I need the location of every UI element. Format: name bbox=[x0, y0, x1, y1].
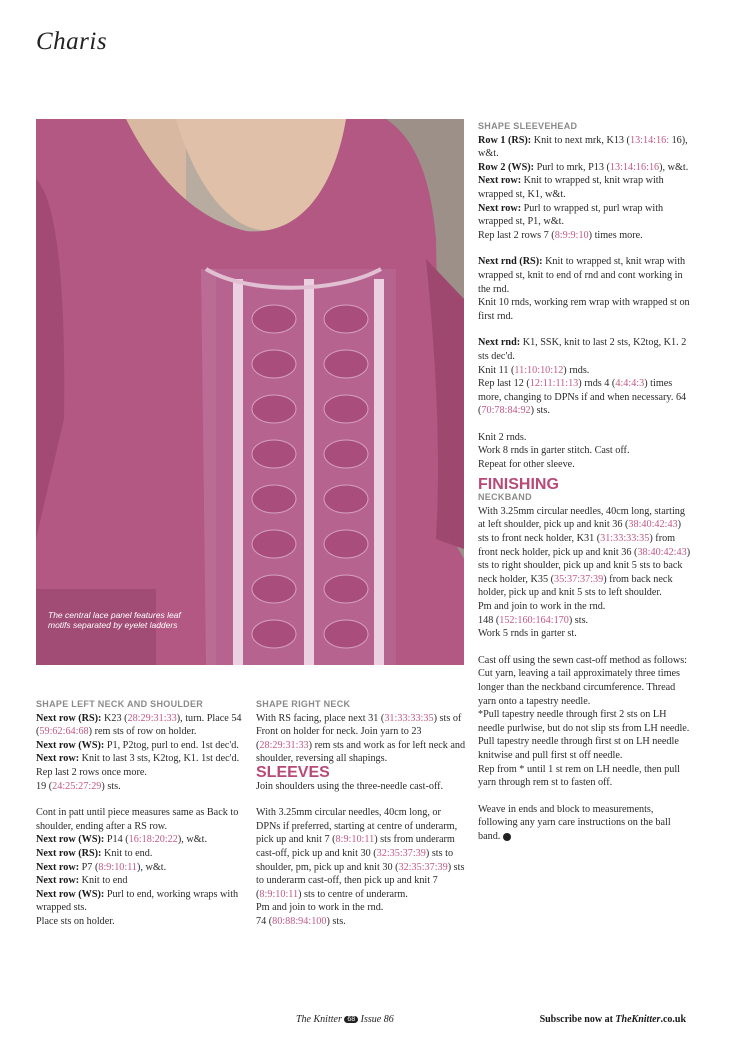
instruction: Next row: P7 (8:9:10:11), w&t. bbox=[36, 861, 167, 873]
instruction: Place sts on holder. bbox=[36, 915, 115, 927]
instruction: Rep last 2 rows once more. bbox=[36, 766, 147, 778]
instruction: Rep last 12 (12:11:11:13) rnds 4 (4:4:4:3) times more, changing to DPNs if and when necessary. 64 (70:78:84:92) sts. bbox=[478, 378, 687, 417]
instruction: Next rnd: K1, SSK, knit to last 2 sts, K2tog, K1. 2 sts dec'd. bbox=[478, 337, 687, 362]
instruction: Next row (RS): K23 (28:29:31:33), turn. Place 54 (59:62:64:68) rem sts of row on holder. bbox=[36, 712, 242, 738]
instruction: Weave in ends and block to measurements, following any yarn care instructions on the ball band. bbox=[478, 803, 671, 842]
instruction: Pm and join to work in the rnd. bbox=[478, 601, 606, 612]
section-heading: SHAPE RIGHT NECK bbox=[256, 699, 351, 709]
sweater-photo bbox=[36, 119, 464, 665]
instruction: 74 (80:88:94:100) sts. bbox=[256, 915, 346, 927]
footer-subscribe: Subscribe now at TheKnitter.co.uk bbox=[539, 1014, 686, 1025]
end-mark-icon bbox=[503, 833, 511, 841]
sweater-illustration bbox=[36, 119, 464, 665]
instruction: Join shoulders using the three-needle cast-off. bbox=[256, 780, 444, 792]
instruction: Next row: Knit to wrapped st, knit wrap with wrapped st, K1, w&t. bbox=[478, 175, 664, 200]
section-heading: SHAPE SLEEVEHEAD bbox=[478, 121, 578, 131]
instruction: 19 (24:25:27:29) sts. bbox=[36, 780, 121, 792]
instruction: Next row (WS): P1, P2tog, purl to end. 1st dec'd. bbox=[36, 739, 239, 751]
photo-caption: The central lace panel features leaf motifs separated by eyelet ladders bbox=[48, 610, 181, 630]
right-column bbox=[478, 120, 692, 844]
instruction: Rep from * until 1 st rem on LH needle, then pull yarn through rem st to fasten off. bbox=[478, 763, 681, 789]
neckband-heading: NECKBAND bbox=[478, 492, 532, 503]
instruction: With 3.25mm circular needles, 40cm long, or DPNs if preferred, starting at centre of underarm, pick up and knit 7 (8:9:10:11) sts from underarm cast-off, pick up and knit 30 (32:35:37:39) sts to shoulder, pm, pick up and knit 30 (32:35:37:39) sts to underarm cast-off, then pick up and knit 7 (8:9:10:11) sts to centre of underarm. bbox=[256, 807, 465, 900]
sleeves-heading: SLEEVES bbox=[256, 763, 330, 781]
instruction: Repeat for other sleeve. bbox=[478, 459, 575, 471]
instruction: Next row (WS): P14 (16:18:20:22), w&t. bbox=[36, 834, 208, 846]
instruction: Row 2 (WS): Purl to mrk, P13 (13:14:16:16), w&t. bbox=[478, 161, 689, 173]
instruction: *Pull tapestry needle through first 2 sts on LH needle purlwise, but do not slip sts from LH needle. Pull tapestry needle through first st on LH needle knitwise and pull first st off needle. bbox=[478, 709, 690, 761]
instruction: Next rnd (RS): Knit to wrapped st, knit wrap with wrapped st, knit to end of rnd and cont working in the rnd. bbox=[478, 256, 686, 295]
instruction: Work 8 rnds in garter stitch. Cast off. bbox=[478, 445, 630, 457]
instruction: Next row (RS): Knit to end. bbox=[36, 847, 153, 859]
instruction: Cast off using the sewn cast-off method as follows: bbox=[478, 654, 688, 666]
instruction: With 3.25mm circular needles, 40cm long, starting at left shoulder, pick up and knit 36 (38:40:42:43) sts to front neck holder, K31 (31:33:33:35) from front neck holder, pick up and knit 36 (38:40:42:43) sts to right shoulder, pick up and knit 5 sts to back neck holder, K35 (35:37:37:39) from back neck holder, pick up and knit 5 sts to left shoulder. bbox=[478, 505, 691, 599]
instruction: Work 5 rnds in garter st. bbox=[478, 628, 577, 640]
instruction: Cut yarn, leaving a tail approximately three times longer than the neckband circumference. Thread yarn onto a tapestry needle. bbox=[478, 668, 680, 707]
instruction: Knit 10 rnds, working rem wrap with wrapped st on first rnd. bbox=[478, 297, 690, 322]
instruction: Next row (WS): Purl to end, working wraps with wrapped sts. bbox=[36, 888, 239, 914]
instruction: Pm and join to work in the rnd. bbox=[256, 902, 384, 914]
middle-column bbox=[256, 698, 466, 929]
instruction: With RS facing, place next 31 (31:33:33:35) sts of Front on holder for neck. Join yarn to 23 (28:29:31:33) rem sts and work as for left neck and shoulder, reversing all shapings. bbox=[256, 712, 466, 765]
page-title: Charis bbox=[36, 28, 108, 55]
instruction: Row 1 (RS): Knit to next mrk, K13 (13:14:16: 16), w&t. bbox=[478, 134, 688, 160]
instruction: Knit 11 (11:10:10:12) rnds. bbox=[478, 364, 590, 376]
instruction: Cont in patt until piece measures same as Back to shoulder, ending after a RS row. bbox=[36, 807, 239, 832]
instruction: 148 (152:160:164:170) sts. bbox=[478, 614, 589, 626]
instruction: Next row: Knit to last 3 sts, K2tog, K1. 1st dec'd. bbox=[36, 753, 240, 765]
section-heading: SHAPE LEFT NECK AND SHOULDER bbox=[36, 699, 204, 709]
left-column bbox=[36, 698, 246, 929]
footer-magazine: The Knitter 68 Issue 86 bbox=[296, 1014, 394, 1025]
instruction: Next row: Knit to end bbox=[36, 875, 128, 887]
instruction: Knit 2 rnds. bbox=[478, 431, 527, 443]
page-number-badge: 68 bbox=[344, 1016, 358, 1023]
finishing-heading: FINISHING bbox=[478, 475, 559, 493]
instruction: Next row: Purl to wrapped st, purl wrap with wrapped st, P1, w&t. bbox=[478, 202, 664, 228]
instruction: Rep last 2 rows 7 (8:9:9:10) times more. bbox=[478, 229, 643, 241]
